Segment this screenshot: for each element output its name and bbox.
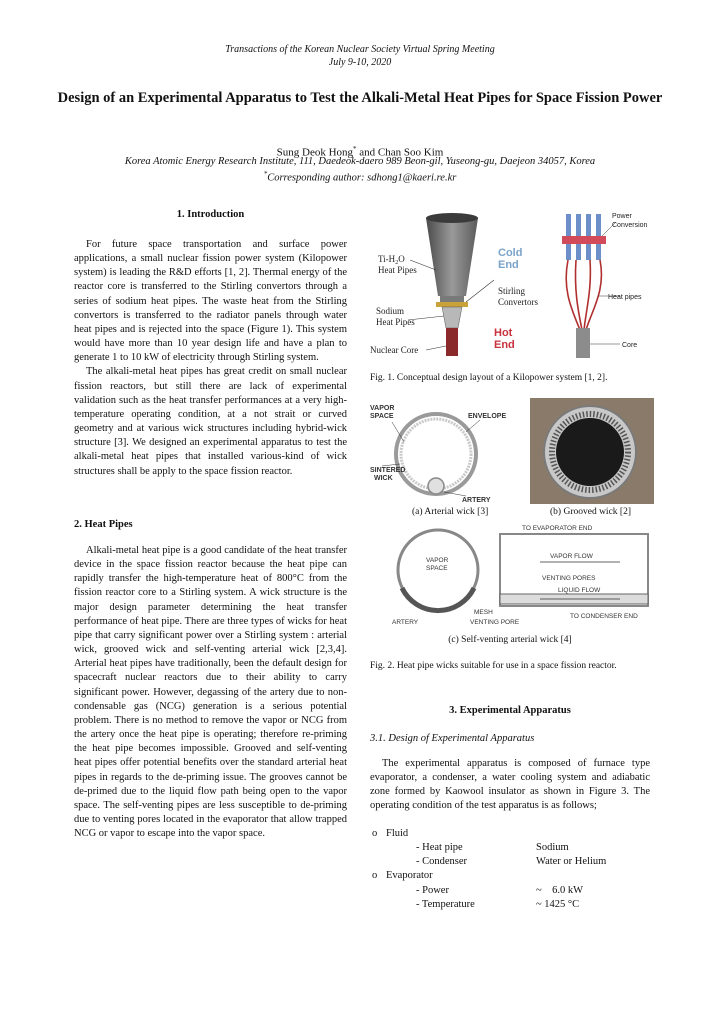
figure-2a-arterial-wick [370,400,520,504]
conference-date: July 9-10, 2020 [328,57,392,68]
label-sintered-2: WICK [374,475,393,482]
label-stirling-1: Stirling [498,286,526,296]
callout-line-core [426,346,446,350]
fluid-row-value: Sodium [536,842,569,854]
intro-paragraph-2: The alkali-metal heat pipes has great credit on small nuclear fission reactors, but still there are lack of experimental validation such as the heat transfer performances at a very high-temperature operating condition, at a not strait or curved geometry and at various wick structures including hybrid-wick structure [3]. We designed an experimental apparatus to test the alkali-metal heat pipes that installed various-kind of wick structures shall be apply to the space fission reactor. [74,366,347,477]
experimental-paragraph-1: The experimental apparatus is composed of furnace type evaporator, a condenser, a water cooling system and adiabatic zone formed by Kaowool insulator as shown in Figure 3. The operating condition of the test apparatus is as follows; [370,758,650,812]
figure-1-kilopower-diagram [370,210,650,368]
bullet: o [372,870,378,882]
callout-envelope [466,420,480,432]
label-vapor-flow: VAPOR FLOW [550,553,593,560]
power-conversion-schematic [562,214,620,358]
evaporator-group [370,869,650,883]
heat-pipes-heading: 2. Heat Pipes [74,519,133,530]
fluid-label: Fluid [386,828,409,839]
intro-text [74,238,347,479]
corresponding-author [0,168,720,185]
artery-shape [428,478,444,494]
label-artery: ARTERY [462,497,491,504]
label-heat-pipes-right: Heat pipes [608,294,642,301]
label-liquid-flow: LIQUID FLOW [558,587,601,594]
evap-row-value: ~ 6.0 kW [536,884,584,896]
label-power-1: Power [612,213,632,220]
callout-line-stirling [466,280,494,302]
label-hot-1: Hot [494,327,513,339]
label-venting-pores: VENTING PORES [542,575,596,582]
evap-row-value: ~ 1425 °C [536,898,580,910]
label-heat-pipes: Heat Pipes [378,265,417,275]
evaporator-label: Evaporator [386,870,433,882]
nuclear-core-shape [446,328,458,356]
corresponding-mark: * [353,145,357,153]
author-1: Sung Deok Hong [276,146,354,159]
figure-2a-caption: (a) Arterial wick [3] [412,507,489,517]
radiator-cone-shape [426,218,478,296]
figure-2c-self-venting-wick [390,522,650,628]
label-nuclear-core: Nuclear Core [370,345,419,355]
core-shape [576,328,590,358]
figure-1-caption: Fig. 1. Conceptual design layout of a Kilopower system [1, 2]. [370,373,608,383]
bullet: o [372,828,378,839]
heat-pipes-lines [566,260,601,330]
label-sodium-2: Heat Pipes [376,317,415,327]
radiator-top-shape [426,213,478,223]
evap-row-name: - Power [416,884,449,896]
experimental-apparatus-text [370,757,650,814]
label-to-condenser: TO CONDENSER END [570,613,638,620]
fluid-row-name: - Heat pipe [416,842,463,854]
figure-2b-grooved-wick-photo [530,398,654,504]
figure-2b-caption: (b) Grooved wick [2] [550,507,631,517]
conference-name: Transactions of the Korean Nuclear Society Virtual Spring Meeting [225,44,495,55]
label-envelope: ENVELOPE [468,413,507,420]
convertor-band-shape [436,302,468,307]
label-vapor-2: SPACE [370,413,394,420]
label-c-vapor-2: SPACE [426,565,448,572]
label-c-artery: ARTERY [392,619,419,626]
fluid-row-heat-pipe [370,841,650,855]
label-cold-1: Cold [498,247,523,259]
label-core-right: Core [622,342,638,349]
label-sintered-1: SINTERED [370,467,406,474]
tube-bore-shape [556,418,624,486]
operating-conditions-list [370,827,650,912]
evap-row-name: - Temperature [416,898,475,910]
heat-pipes-text [74,544,347,841]
label-mesh: MESH [474,609,493,616]
affiliation: Korea Atomic Energy Research Institute, 111, Daedeok-daero 989 Beon-gil, Yuseong-gu, Daejeon 34057, Korea [124,156,596,167]
label-power-2: Conversion [612,222,648,229]
fluid-row-condenser [370,855,650,869]
conference-header [0,43,720,69]
power-band-shape [562,236,606,244]
label-sodium-1: Sodium [376,306,405,316]
figure-2-caption: Fig. 2. Heat pipe wicks suitable for use in a space fission reactor. [370,661,617,671]
label-tih2o: $Ti-H_2O$ [378,254,405,266]
heat-pipes-paragraph-1: Alkali-metal heat pipe is a good candidate of the heat transfer device in the space fission reactor because the heat pipe can rapidly transfer the high-temperature heat of 800°C from the fission reactor core to a Stirling system. A wick structure is the major design parameter determining the heat transfer performance of heat pipe. There are three types of wicks for heat pipe that carry significant power over a Stirling system : arterial wick, grooved wick and self-venting arterial wick [2,3,4]. Arterial heat pipes have traditionally, been the default design for spacecraft nuclear reactors due to their ability to carry significant power. However, degassing of the artery due to non-condensable gas (NCG) generation is a serious potential problem. There is no method to remove the vapor or NCG from the artery once the heat pipe is operating; therefore re-priming the heat pipe becomes impossible. Grooved and self-venting heat pipes offer potential benefits over the standard arterial heat pipes in regards to the de-priming issue. The grooves cannot be de-primed due to the liquid flow path being open to the vapor space. The self-venting pipes are less susceptible to de-priming due to venting pores located in the evaporator that allow trapped NCG or vapor to escape into the vapor space. [74,545,347,840]
label-to-evaporator: TO EVAPORATOR END [522,525,593,532]
label-vapor-1: VAPOR [370,405,395,412]
intro-paragraph-1: For future space transportation and surface power applications, a small nuclear fission power system (Kilopower system) is leading the R&D efforts [1, 2]. Thermal energy of the reactor core is transferred to the Stirling convertors through a series of sodium heat pipes. The waste heat from the Stirling convertors is transferred to the radiator panels through water heat pipes and is rejected into the space (Figure 1). This system would have more than 10 year design life and have a plan to generate 1 to 10 kW of electricity through Stirling system. [74,239,347,364]
author-2: and Chan Soo Kim [356,146,444,159]
evap-row-temperature [370,898,650,912]
fluid-group [370,827,650,841]
label-hot-2: End [494,339,515,351]
experimental-apparatus-heading: 3. Experimental Apparatus [449,705,571,716]
figure-2c-caption: (c) Self-venting arterial wick [4] [448,635,572,645]
label-cold-2: End [498,259,519,271]
sodium-pipes-shape [442,307,462,328]
label-stirling-2: Convertors [498,297,538,307]
design-subsection-heading: 3.1. Design of Experimental Apparatus [370,733,535,744]
corresponding-email: Corresponding author: sdhong1@kaeri.re.kr [267,172,457,184]
paper-title: Design of an Experimental Apparatus to Test the Alkali-Metal Heat Pipes for Space Fission Power [57,90,663,106]
fluid-row-name: - Condenser [416,856,468,868]
label-venting-pore: VENTING PORE [470,619,520,626]
fluid-row-value: Water or Helium [536,856,607,868]
corresponding-mark-2: * [263,170,268,178]
label-c-vapor-1: VAPOR [426,557,449,564]
intro-heading: 1. Introduction [176,209,245,220]
evap-row-power [370,884,650,898]
cross-section-artery [402,588,474,611]
